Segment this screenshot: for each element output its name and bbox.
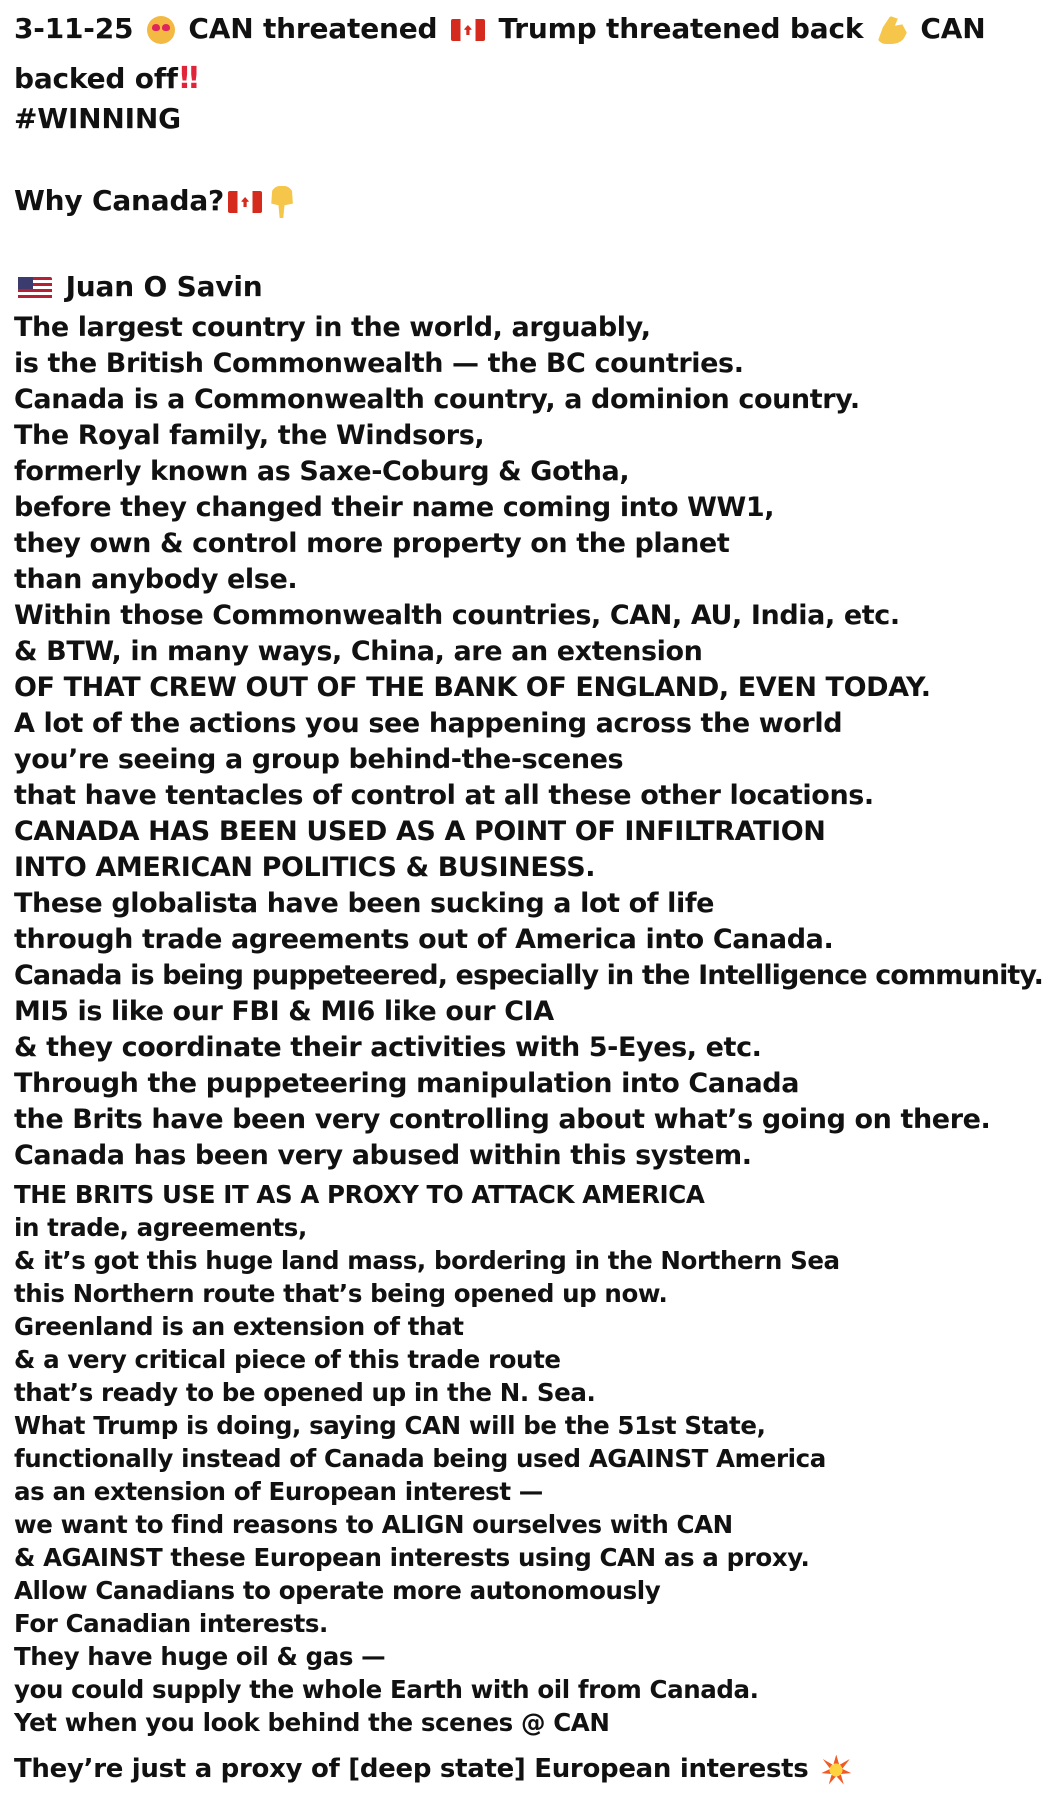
text-line: Yet when you look behind the scenes @ CAN bbox=[14, 1708, 610, 1737]
flag-canada-icon bbox=[451, 19, 485, 41]
text-line: through trade agreements out of America into Canada. bbox=[14, 924, 834, 955]
text-line: formerly known as Saxe-Coburg & Gotha, bbox=[14, 456, 630, 487]
text-line: Through the puppeteering manipulation into Canada bbox=[14, 1068, 800, 1099]
text-line: & AGAINST these European interests using CAN as a proxy. bbox=[14, 1543, 810, 1572]
backhand-index-pointing-down-icon bbox=[270, 186, 294, 218]
text-line: & BTW, in many ways, China, are an extension bbox=[14, 636, 703, 667]
text-line: A lot of the actions you see happening across the world bbox=[14, 708, 843, 739]
text-line: These globalista have been sucking a lot of life bbox=[14, 888, 715, 919]
header-part3: CAN bbox=[920, 12, 986, 45]
text-line: you could supply the whole Earth with oil from Canada. bbox=[14, 1675, 759, 1704]
flag-canada-icon bbox=[228, 191, 262, 213]
header-line2-text: backed off bbox=[14, 62, 178, 95]
text-line: as an extension of European interest — bbox=[14, 1477, 543, 1506]
author-line bbox=[14, 268, 263, 306]
text-line: Allow Canadians to operate more autonomously bbox=[14, 1576, 661, 1605]
text-line: than anybody else. bbox=[14, 564, 298, 595]
text-line: in trade, agreements, bbox=[14, 1213, 307, 1242]
text-line: that’s ready to be opened up in the N. Sea. bbox=[14, 1378, 596, 1407]
text-line: they own & control more property on the planet bbox=[14, 528, 730, 559]
text-line: Within those Commonwealth countries, CAN, AU, India, etc. bbox=[14, 600, 900, 631]
text-line: we want to find reasons to ALIGN ourselves with CAN bbox=[14, 1510, 733, 1539]
text-line: INTO AMERICAN POLITICS & BUSINESS. bbox=[14, 852, 596, 883]
text-line: the Brits have been very controlling about what’s going on there. bbox=[14, 1104, 991, 1135]
author-name: Juan O Savin bbox=[65, 270, 263, 303]
collision-icon bbox=[821, 1755, 851, 1785]
smiling-cat-heart-eyes-icon bbox=[147, 16, 175, 44]
text-line: The largest country in the world, arguably, bbox=[14, 312, 651, 343]
text-line: Canada is being puppeteered, especially in the Intelligence community. bbox=[14, 960, 1043, 991]
text-line: THE BRITS USE IT AS A PROXY TO ATTACK AMERICA bbox=[14, 1180, 705, 1209]
text-line: Greenland is an extension of that bbox=[14, 1312, 464, 1341]
text-line: What Trump is doing, saying CAN will be the 51st State, bbox=[14, 1411, 766, 1440]
header-line-2 bbox=[14, 60, 198, 98]
question-text: Why Canada? bbox=[14, 184, 225, 217]
text-line: OF THAT CREW OUT OF THE BANK OF ENGLAND, EVEN TODAY. bbox=[14, 672, 931, 703]
final-line-text: They’re just a proxy of [deep state] European interests bbox=[14, 1754, 809, 1784]
double-exclamation-icon: ‼ bbox=[179, 61, 199, 96]
text-line: & they coordinate their activities with 5-Eyes, etc. bbox=[14, 1032, 762, 1063]
text-line: before they changed their name coming into WW1, bbox=[14, 492, 775, 523]
text-line: & it’s got this huge land mass, bordering in the Northern Sea bbox=[14, 1246, 840, 1275]
text-line: MI5 is like our FBI & MI6 like our CIA bbox=[14, 996, 554, 1027]
post-date: 3-11-25 bbox=[14, 12, 134, 45]
quote-block-1 bbox=[14, 310, 1043, 1174]
flexed-biceps-icon bbox=[877, 16, 907, 44]
flag-united-states-icon bbox=[18, 277, 52, 299]
quote-block-2 bbox=[14, 1178, 840, 1739]
final-line bbox=[14, 1752, 855, 1786]
header-line-1 bbox=[14, 10, 985, 48]
text-line: this Northern route that’s being opened up now. bbox=[14, 1279, 668, 1308]
text-line: Canada is a Commonwealth country, a dominion country. bbox=[14, 384, 860, 415]
text-line: you’re seeing a group behind-the-scenes bbox=[14, 744, 624, 775]
text-line: CANADA HAS BEEN USED AS A POINT OF INFILTRATION bbox=[14, 816, 826, 847]
text-line: Canada has been very abused within this system. bbox=[14, 1140, 752, 1171]
text-line: is the British Commonwealth — the BC countries. bbox=[14, 348, 744, 379]
text-line: They have huge oil & gas — bbox=[14, 1642, 386, 1671]
text-line: The Royal family, the Windsors, bbox=[14, 420, 485, 451]
text-line: For Canadian interests. bbox=[14, 1609, 328, 1638]
header-part1: CAN threatened bbox=[188, 12, 438, 45]
hashtag: #WINNING bbox=[14, 102, 181, 135]
header-part2: Trump threatened back bbox=[498, 12, 864, 45]
question-line bbox=[14, 182, 298, 220]
text-line: functionally instead of Canada being used AGAINST America bbox=[14, 1444, 826, 1473]
text-line: & a very critical piece of this trade route bbox=[14, 1345, 561, 1374]
text-line: that have tentacles of control at all these other locations. bbox=[14, 780, 874, 811]
